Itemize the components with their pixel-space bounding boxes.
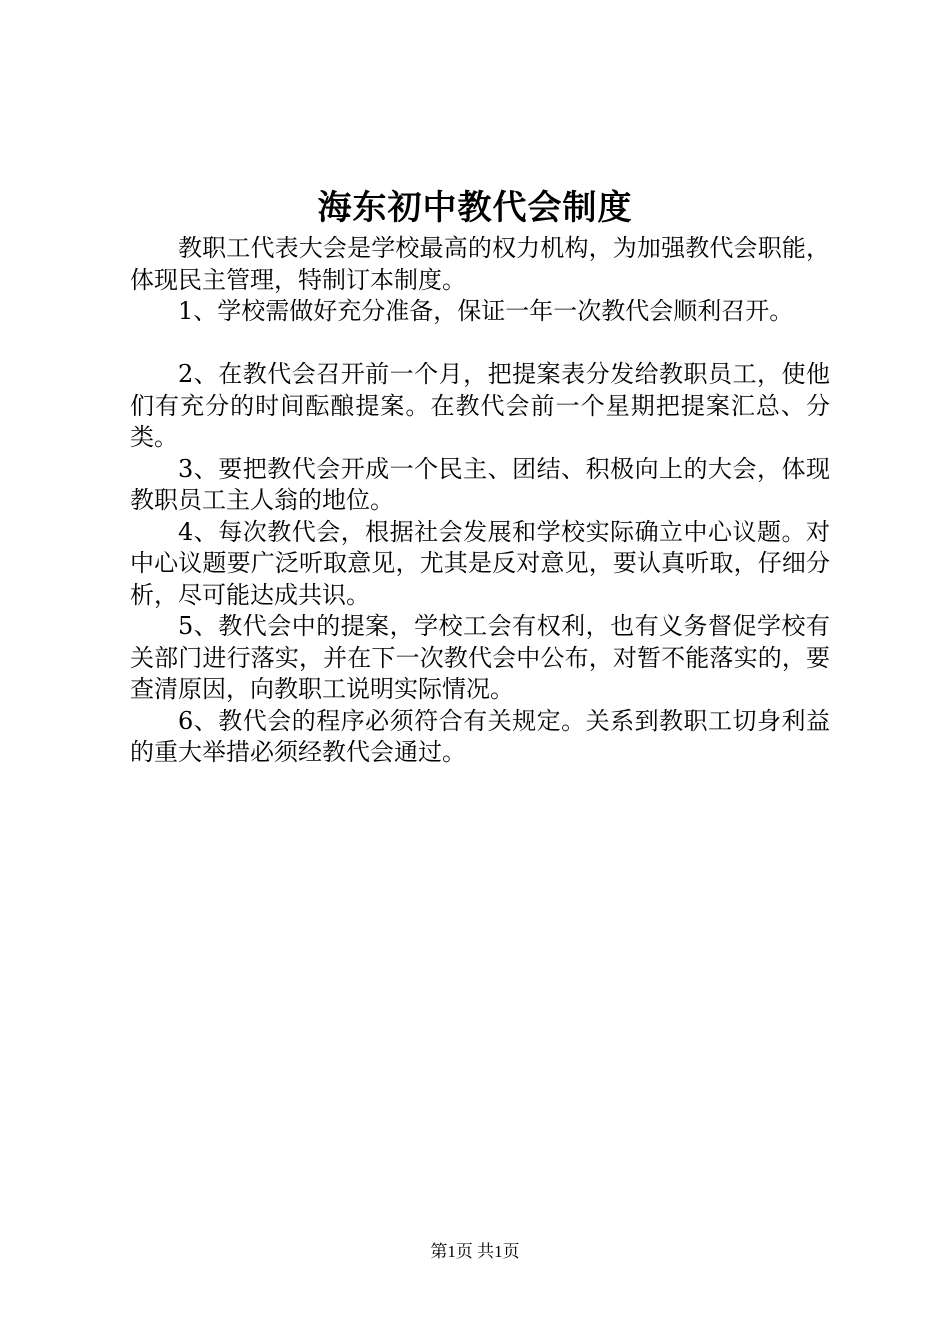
paragraph-item-1: 1、学校需做好充分准备，保证一年一次教代会顺利召开。	[178, 297, 794, 325]
paragraph-item-2: 2、在教代会召开前一个月，把提案表分发给教职员工，使他们有充分的时间酝酿提案。在教代会前一个星期把提案汇总、分类。	[130, 360, 830, 451]
document-body	[130, 233, 830, 769]
paragraph-intro: 教职工代表大会是学校最高的权力机构，为加强教代会职能，体现民主管理，特制订本制度。	[130, 234, 830, 294]
paragraph-item-5: 5、教代会中的提案，学校工会有权利，也有义务督促学校有关部门进行落实，并在下一次教代会中公布，对暂不能落实的，要查清原因，向教职工说明实际情况。	[130, 612, 830, 703]
paragraph-item-3: 3、要把教代会开成一个民主、团结、积极向上的大会，体现教职员工主人翁的地位。	[130, 454, 830, 514]
paragraph-item-4: 4、每次教代会，根据社会发展和学校实际确立中心议题。对中心议题要广泛听取意见，尤其是反对意见，要认真听取，仔细分析，尽可能达成共识。	[130, 517, 830, 609]
paragraph-item-6: 6、教代会的程序必须符合有关规定。关系到教职工切身利益的重大举措必须经教代会通过。	[130, 706, 830, 766]
document-title: 海东初中教代会制度	[317, 188, 633, 228]
page-footer: 第1页 共1页	[430, 1242, 520, 1261]
